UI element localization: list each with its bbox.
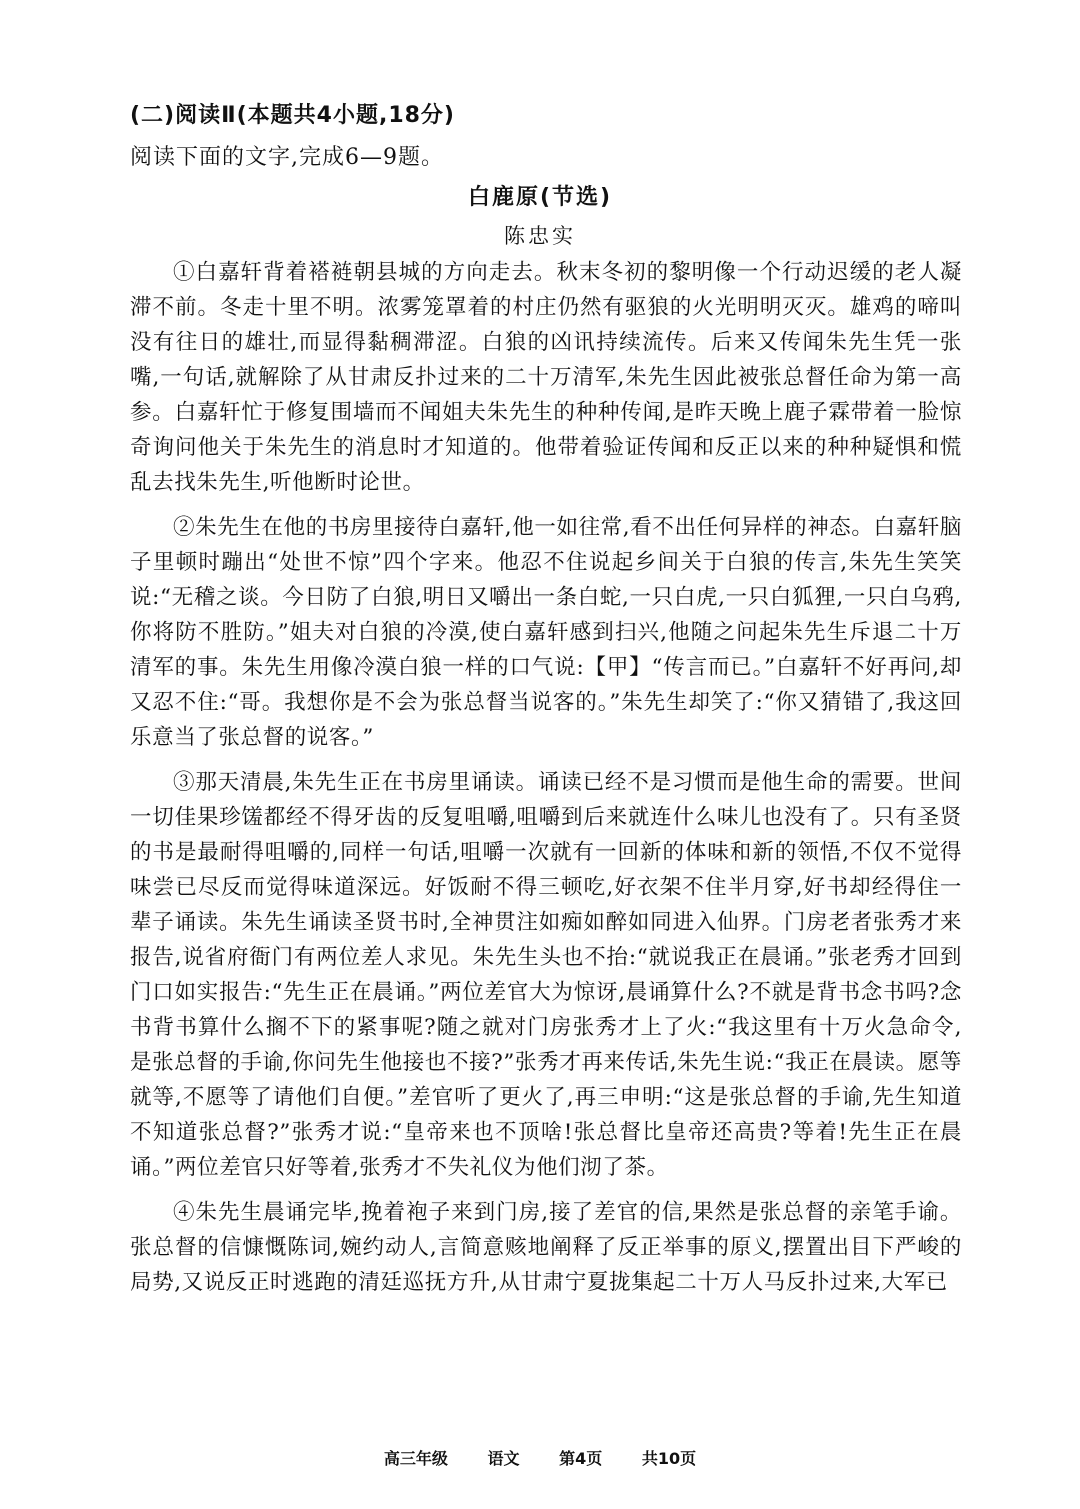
footer-subject: 语文 xyxy=(487,1449,520,1468)
footer-total-pages: 共10页 xyxy=(641,1449,697,1468)
footer-page-number: 第4页 xyxy=(559,1449,603,1468)
section-heading: (二)阅读Ⅱ(本题共4小题,18分) xyxy=(130,103,455,128)
paragraph-1: ①白嘉轩背着褡裢朝县城的方向走去。秋末冬初的黎明像一个行动迟缓的老人凝滞不前。冬走十里不明。浓雾笼罩着的村庄仍然有驱狼的火光明明灭灭。雄鸡的啼叫没有往日的雄壮,而显得黏稠滞涩。白狼的凶讯持续流传。后来又传闻朱先生凭一张嘴,一句话,就解除了从甘肃反扑过来的二十万清军,朱先生因此被张总督任命为第一高参。白嘉轩忙于修复围墙而不闻姐夫朱先生的种种传闻,是昨天晚上鹿子霖带着一脸惊奇询问他关于朱先生的消息时才知道的。他带着验证传闻和反正以来的种种疑惧和慌乱去找朱先生,听他断时论世。 xyxy=(130,260,962,495)
section-instruction: 阅读下面的文字,完成6—9题。 xyxy=(130,145,444,170)
article-author: 陈忠实 xyxy=(504,224,576,248)
article-title: 白鹿原(节选) xyxy=(467,185,613,210)
paragraph-2: ②朱先生在他的书房里接待白嘉轩,他一如往常,看不出任何异样的神态。白嘉轩脑子里顿时蹦出“处世不惊”四个字来。他忍不住说起乡间关于白狼的传言,朱先生笑笑说:“无稽之谈。今日防了白狼,明日又嚼出一条白蛇,一只白虎,一只白狐狸,一只白乌鸦,你将防不胜防。”姐夫对白狼的冷漠,使白嘉轩感到扫兴,他随之问起朱先生斥退二十万清军的事。朱先生用像冷漠白狼一样的口气说:【甲】“传言而已。”白嘉轩不好再问,却又忍不住:“哥。我想你是不会为张总督当说客的。”朱先生却笑了:“你又猜错了,我这回乐意当了张总督的说客。” xyxy=(130,515,962,750)
page-footer xyxy=(0,1446,1080,1469)
paragraph-4: ④朱先生晨诵完毕,挽着袍子来到门房,接了差官的信,果然是张总督的亲笔手谕。张总督的信慷慨陈词,婉约动人,言简意赅地阐释了反正举事的原义,摆置出目下严峻的局势,又说反正时逃跑的清廷巡抚方升,从甘肃宁夏拢集起二十万人马反扑过来,大军已 xyxy=(130,1200,962,1295)
article-body xyxy=(130,255,962,1300)
paragraph-3: ③那天清晨,朱先生正在书房里诵读。诵读已经不是习惯而是他生命的需要。世间一切佳果珍馐都经不得牙齿的反复咀嚼,咀嚼到后来就连什么味儿也没有了。只有圣贤的书是最耐得咀嚼的,同样一句话,咀嚼一次就有一回新的体味和新的领悟,不仅不觉得味尝已尽反而觉得味道深远。好饭耐不得三顿吃,好衣架不住半月穿,好书却经得住一辈子诵读。朱先生诵读圣贤书时,全神贯注如痴如醉如同进入仙界。门房老者张秀才来报告,说省府衙门有两位差人求见。朱先生头也不抬:“就说我正在晨诵。”张老秀才回到门口如实报告:“先生正在晨诵。”两位差官大为惊讶,晨诵算什么?不就是背书念书吗?念书背书算什么搁不下的紧事呢?随之就对门房张秀才上了火:“我这里有十万火急命令,是张总督的手谕,你问先生他接也不接?”张秀才再来传话,朱先生说:“我正在晨读。愿等就等,不愿等了请他们自便。”差官听了更火了,再三申明:“这是张总督的手谕,先生知道不知道张总督?”张秀才说:“皇帝来也不顶啥!张总督比皇帝还高贵?等着!先生正在晨诵。”两位差官只好等着,张秀才不失礼仪为他们沏了茶。 xyxy=(130,770,962,1180)
footer-grade: 高三年级 xyxy=(383,1449,448,1468)
